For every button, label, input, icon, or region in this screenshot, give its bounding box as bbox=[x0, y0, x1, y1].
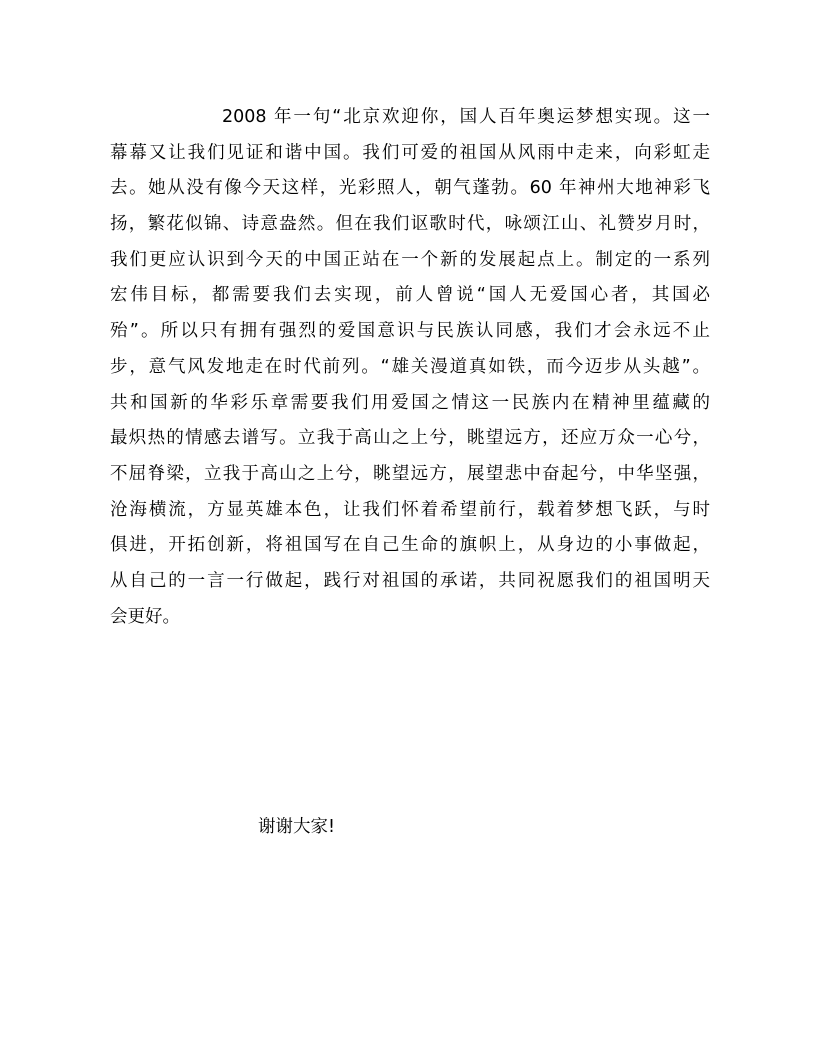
paragraph-line: 扬，繁花似锦、诗意盎然。但在我们讴歌时代，咏颂江山、礼赞岁月时， bbox=[110, 214, 710, 235]
paragraph-line: 去。她从没有像今天这样，光彩照人，朝气蓬勃。60 年神州大地神彩飞 bbox=[110, 178, 710, 199]
paragraph-line: 从自己的一言一行做起，践行对祖国的承诺，共同祝愿我们的祖国明天 bbox=[110, 570, 710, 591]
paragraph-line: 宏伟目标，都需要我们去实现，前人曾说“国人无爱国心者，其国必 bbox=[110, 285, 710, 306]
paragraph-line: 我们更应认识到今天的中国正站在一个新的发展起点上。制定的一系列 bbox=[110, 249, 710, 270]
paragraph-line: 不屈脊梁，立我于高山之上兮，眺望远方，展望悲中奋起兮，中华坚强， bbox=[110, 463, 710, 484]
paragraph-line: 会更好。 bbox=[110, 606, 180, 627]
paragraph-line: 2008 年一句“北京欢迎你，国人百年奥运梦想实现。这一 bbox=[222, 107, 710, 127]
paragraph-line: 幕幕又让我们见证和谐中国。我们可爱的祖国从风雨中走来，向彩虹走 bbox=[110, 142, 710, 163]
speech-paragraph bbox=[110, 100, 710, 635]
paragraph-line: 步，意气风发地走在时代前列。“雄关漫道真如铁，而今迈步从头越”。 bbox=[110, 356, 710, 377]
paragraph-line: 殆”。所以只有拥有强烈的爱国意识与民族认同感，我们才会永远不止 bbox=[110, 321, 710, 342]
paragraph-line: 俱进，开拓创新，将祖国写在自己生命的旗帜上，从身边的小事做起， bbox=[110, 535, 710, 556]
paragraph-line: 最炽热的情感去谱写。立我于高山之上兮，眺望远方，还应万众一心兮， bbox=[110, 428, 710, 449]
paragraph-line: 沧海横流，方显英雄本色，让我们怀着希望前行，载着梦想飞跃，与时 bbox=[110, 499, 710, 520]
paragraph-line: 共和国新的华彩乐章需要我们用爱国之情这一民族内在精神里蕴藏的 bbox=[110, 392, 710, 413]
closing-thanks: 谢谢大家! bbox=[258, 817, 336, 837]
